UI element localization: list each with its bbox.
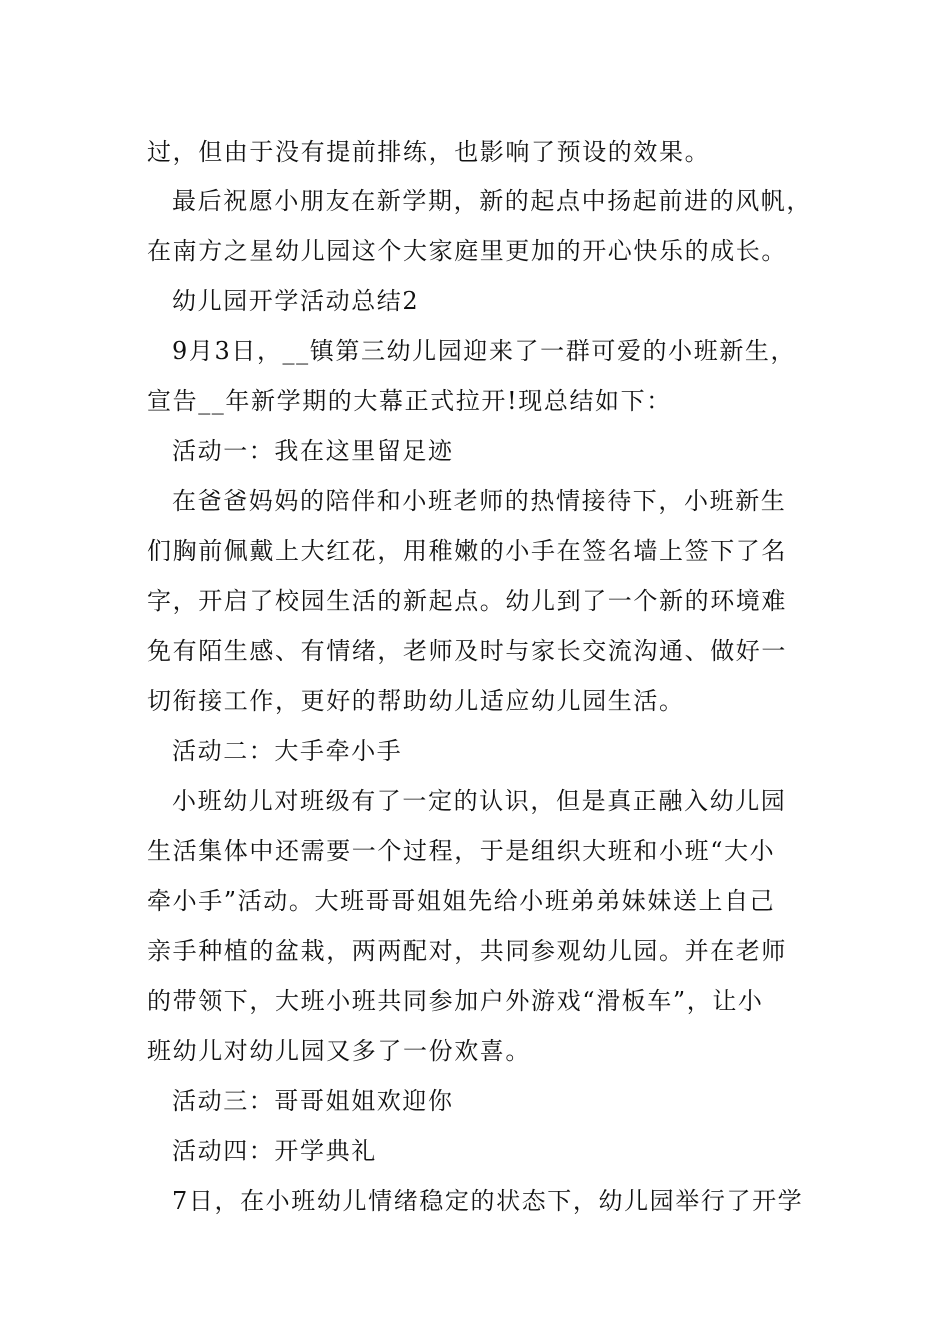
paragraph-line: 9月3日，__镇第三幼儿园迎来了一群可爱的小班新生， — [172, 337, 797, 365]
activity-heading: 活动四：开学典礼 — [172, 1137, 377, 1165]
paragraph-line: 生活集体中还需要一个过程，于是组织大班和小班“大小 — [147, 837, 776, 865]
paragraph-line: 班幼儿对幼儿园又多了一份欢喜。 — [147, 1037, 531, 1065]
paragraph-line: 牵小手”活动。大班哥哥姐姐先给小班弟弟妹妹送上自己 — [147, 887, 776, 915]
paragraph-line: 最后祝愿小朋友在新学期，新的起点中扬起前进的风帆， — [172, 187, 812, 215]
activity-heading: 活动三：哥哥姐姐欢迎你 — [172, 1087, 454, 1115]
activity-heading: 活动二：大手牵小手 — [172, 737, 403, 765]
paragraph-line: 过，但由于没有提前排练，也影响了预设的效果。 — [147, 138, 711, 166]
paragraph-line: 切衔接工作，更好的帮助幼儿适应幼儿园生活。 — [147, 687, 685, 715]
paragraph-line: 在南方之星幼儿园这个大家庭里更加的开心快乐的成长。 — [147, 237, 787, 265]
section-heading: 幼儿园开学活动总结2 — [172, 287, 420, 315]
activity-heading: 活动一：我在这里留足迹 — [172, 437, 454, 465]
paragraph-line: 的带领下，大班小班共同参加户外游戏“滑板车”，让小 — [147, 987, 764, 1015]
paragraph-line: 小班幼儿对班级有了一定的认识，但是真正融入幼儿园 — [172, 787, 787, 815]
paragraph-line: 宣告__年新学期的大幕正式拉开!现总结如下： — [147, 387, 672, 415]
paragraph-line: 字，开启了校园生活的新起点。幼儿到了一个新的环境难 — [147, 587, 787, 615]
paragraph-line: 免有陌生感、有情绪，老师及时与家长交流沟通、做好一 — [147, 637, 787, 665]
paragraph-line: 亲手种植的盆栽，两两配对，共同参观幼儿园。并在老师 — [147, 937, 787, 965]
paragraph-line: 们胸前佩戴上大红花，用稚嫩的小手在签名墙上签下了名 — [147, 537, 787, 565]
paragraph-line: 在爸爸妈妈的陪伴和小班老师的热情接待下，小班新生 — [172, 487, 787, 515]
paragraph-line: 7日，在小班幼儿情绪稳定的状态下，幼儿园举行了开学 — [172, 1187, 804, 1215]
